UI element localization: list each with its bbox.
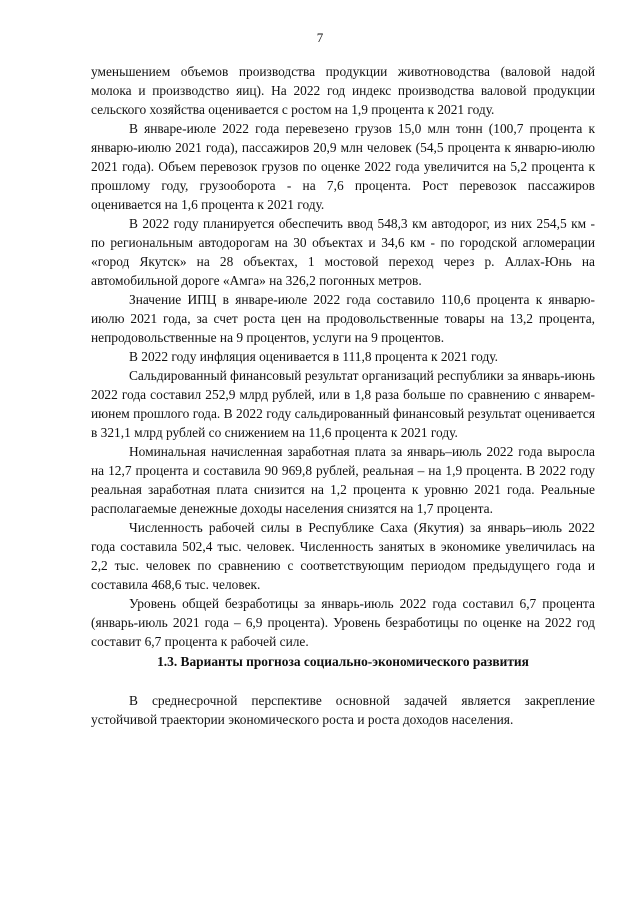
spacer [91,671,595,691]
page-number: 7 [316,30,324,45]
paragraph: В 2022 году инфляция оценивается в 111,8 процента к 2021 году. [129,349,498,364]
paragraph: Численность рабочей силы в Республике Саха (Якутия) за январь–июль 2022 года составила 502,4 тыс. человек. Численность занятых в экономике увеличилась на 2,2 тыс. человек по сравнению с соответствующим периодом предыдущего года и составила 468,6 тыс. человек. [91,520,595,592]
paragraph: В январе-июле 2022 года перевезено грузов 15,0 млн тонн (100,7 процента к январю-июлю 2021 года), пассажиров 20,9 млн человек (54,5 процента к январю-июлю 2021 года). Объем перевозок грузов по оценке 2022 года увеличится на 5,2 процента к прошлому году, грузооборота - на 7,6 процента. Рост перевозок пассажиров оценивается на 1,6 процента к 2021 году. [91,121,595,212]
paragraph: В среднесрочной перспективе основной задачей является закрепление устойчивой траектории экономического роста и роста доходов населения. [91,693,595,727]
document-body [91,62,595,729]
paragraphs-after-heading [91,691,595,729]
paragraph: уменьшением объемов производства продукции животноводства (валовой надой молока и производство яиц). На 2022 год индекс производства валовой продукции сельского хозяйства оценивается с ростом на 1,9 процента к 2021 году. [91,64,595,117]
paragraph: В 2022 году планируется обеспечить ввод 548,3 км автодорог, из них 254,5 км - по региональным автодорогам на 30 объектах и 34,6 км - по городской агломерации «город Якутск» на 28 объектах, 1 мостовой переход через р. Аллах-Юнь на автомобильной дороге «Амга» на 326,2 погонных метров. [91,216,595,288]
paragraph: Сальдированный финансовый результат организаций республики за январь-июнь 2022 года составил 252,9 млрд рублей, или в 1,8 раза больше по сравнению с январем-июнем прошлого года. В 2022 году сальдированный финансовый результат оценивается в 321,1 млрд рублей со снижением на 11,6 процента к 2021 году. [91,368,595,440]
paragraph: Значение ИПЦ в январе-июле 2022 года составило 110,6 процента к январю-июлю 2021 года, за счет роста цен на продовольственные товары на 13,2 процента, непродовольственные на 9 процентов, услуги на 9 процентов. [91,292,595,345]
paragraph: Номинальная начисленная заработная плата за январь–июль 2022 года выросла на 12,7 процента и составила 90 969,8 рублей, реальная – на 1,9 процента. В 2022 году реальная заработная плата снизится на 1,2 процента к уровню 2021 года. Реальные располагаемые денежные доходы населения снизятся на 1,7 процента. [91,444,595,516]
section-heading: 1.3. Варианты прогноза социально-экономического развития [157,654,529,669]
paragraphs-before-heading [91,62,595,651]
paragraph: Уровень общей безработицы за январь-июль 2022 года составил 6,7 процента (январь-июль 2021 года – 6,9 процента). Уровень безработицы по оценке на 2022 год составит 6,7 процента к рабочей силе. [91,596,595,649]
